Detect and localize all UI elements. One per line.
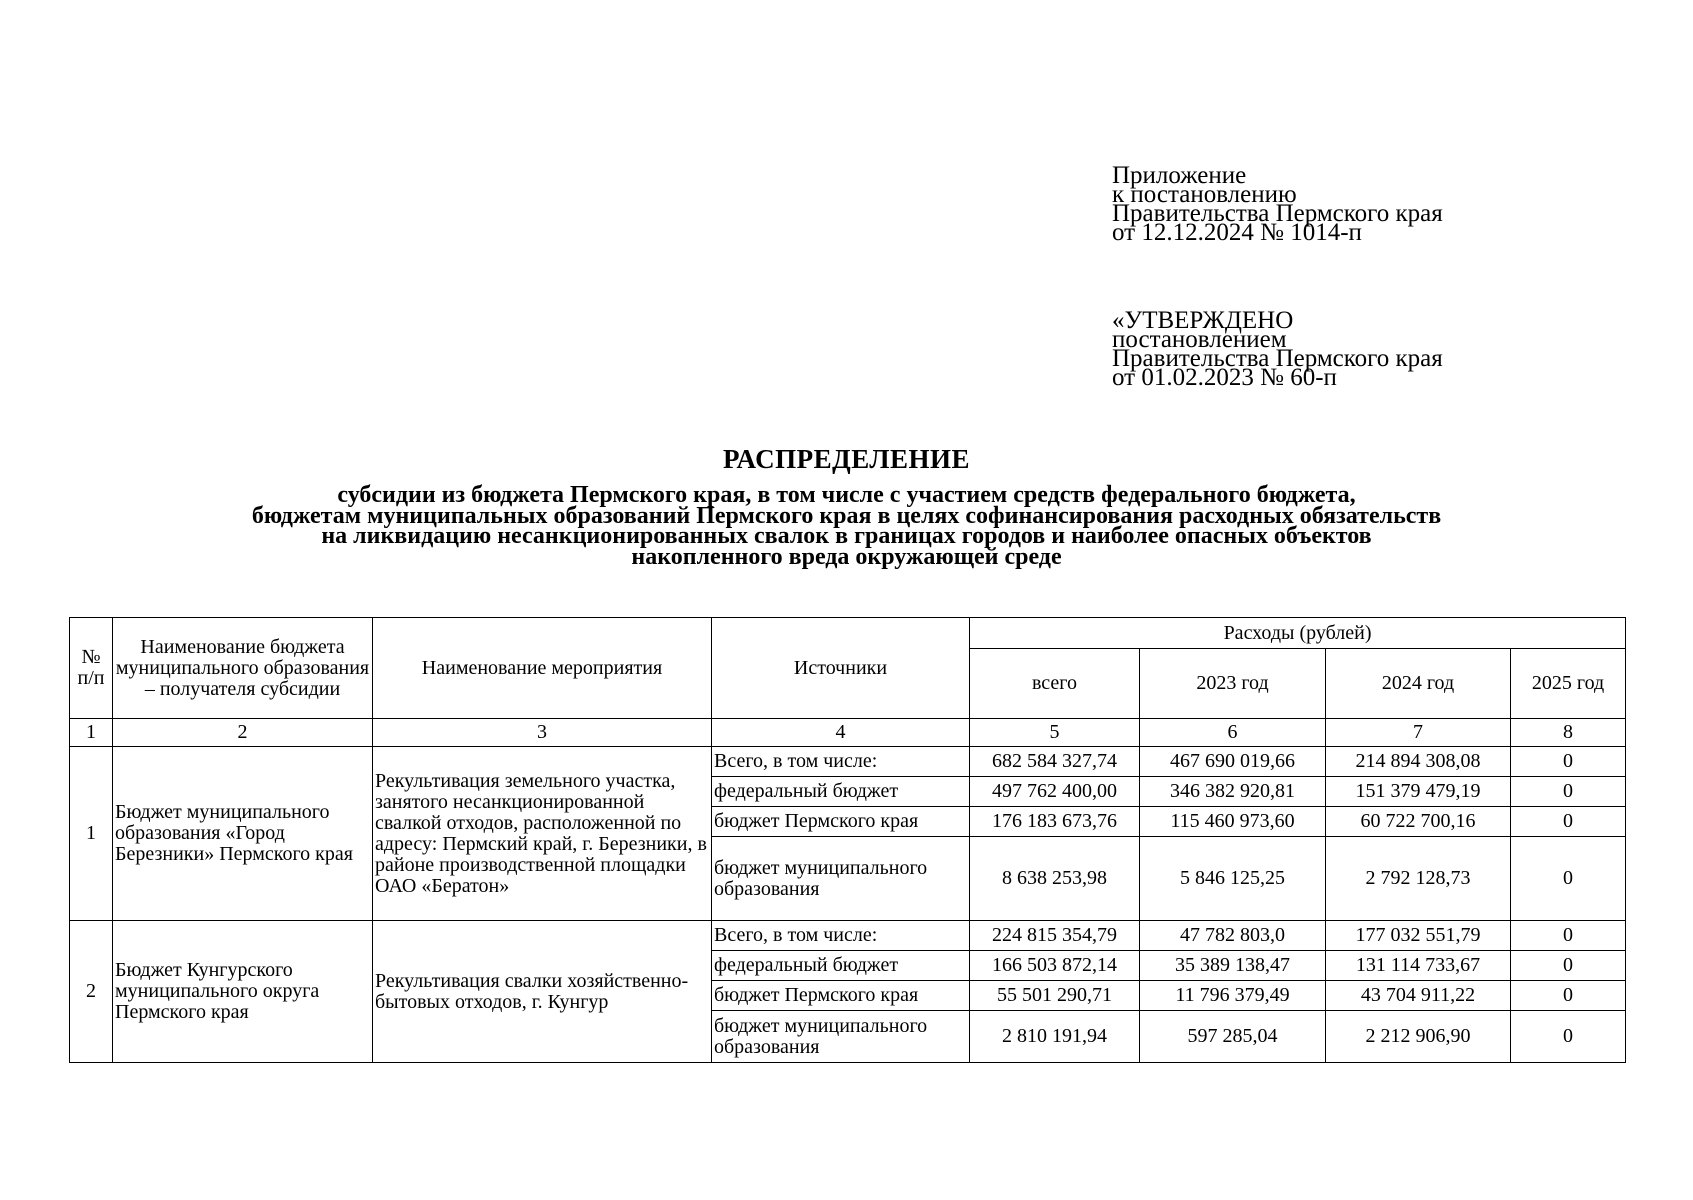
header-measure: Наименование мероприятия [373,618,712,719]
row-2025: 0 [1511,807,1626,837]
approved-line: «УТВЕРЖДЕНО [1112,307,1294,334]
header-2023: 2023 год [1140,649,1326,719]
row-2023: 346 382 920,81 [1140,777,1326,807]
appendix-line: Правительства Пермского края [1112,200,1443,227]
column-number: 1 [70,719,113,747]
header-budget: Наименование бюджета муниципального образования – получателя субсидии [113,618,373,719]
row-total: 497 762 400,00 [970,777,1140,807]
row-total: 8 638 253,98 [970,837,1140,921]
header-expenses: Расходы (рублей) [970,618,1626,649]
row-2025: 0 [1511,981,1626,1011]
row-2023: 35 389 138,47 [1140,951,1326,981]
row-2024: 177 032 551,79 [1326,921,1511,951]
document-title: РАСПРЕДЕЛЕНИЕ [722,444,971,474]
row-total: 55 501 290,71 [970,981,1140,1011]
row-2025: 0 [1511,1011,1626,1063]
subtitle-line: субсидии из бюджета Пермского края, в том числе с участием средств федерального бюджета, [337,482,1356,508]
row-source: бюджет Пермского края [712,981,970,1011]
row-2024: 151 379 479,19 [1326,777,1511,807]
row-2023: 47 782 803,0 [1140,921,1326,951]
row-budget: Бюджет муниципального образования «Город Березники» Пермского края [113,747,373,921]
row-measure: Рекультивация земельного участка, занятого несанкционированной свалкой отходов, расположенной по адресу: Пермский край, г. Березники, в районе производственной площадки ОАО «Бератон» [373,747,712,921]
document-subtitle [0,482,1693,570]
header-sources: Источники [712,618,970,719]
row-source: бюджет муниципального образования [712,837,970,921]
row-total: 224 815 354,79 [970,921,1140,951]
subtitle-line: на ликвидацию несанкционированных свалок в границах городов и наиболее опасных объектов [321,523,1372,549]
row-2025: 0 [1511,837,1626,921]
row-measure: Рекультивация свалки хозяйственно-бытовых отходов, г. Кунгур [373,921,712,1063]
row-2024: 43 704 911,22 [1326,981,1511,1011]
row-source: федеральный бюджет [712,777,970,807]
table-row [70,747,1626,777]
approved-block [1112,307,1443,391]
row-source: бюджет муниципального образования [712,1011,970,1063]
appendix-line: к постановлению [1112,181,1297,208]
row-total: 166 503 872,14 [970,951,1140,981]
approved-line: постановлением [1112,326,1287,353]
row-source: Всего, в том числе: [712,747,970,777]
row-total: 682 584 327,74 [970,747,1140,777]
row-2024: 131 114 733,67 [1326,951,1511,981]
row-2023: 597 285,04 [1140,1011,1326,1063]
row-number: 1 [70,747,113,921]
row-source: бюджет Пермского края [712,807,970,837]
subtitle-line: накопленного вреда окружающей среде [631,543,1062,570]
header-2025: 2025 год [1511,649,1626,719]
row-number: 2 [70,921,113,1063]
row-source: Всего, в том числе: [712,921,970,951]
row-2023: 467 690 019,66 [1140,747,1326,777]
row-2025: 0 [1511,951,1626,981]
row-2025: 0 [1511,777,1626,807]
column-number: 2 [113,719,373,747]
approved-line: от 01.02.2023 № 60-п [1112,364,1337,391]
column-number: 3 [373,719,712,747]
subtitle-line: бюджетам муниципальных образований Пермского края в целях софинансирования расходных обязательств [251,502,1442,529]
row-total: 176 183 673,76 [970,807,1140,837]
row-budget: Бюджет Кунгурского муниципального округа Пермского края [113,921,373,1063]
row-2024: 2 792 128,73 [1326,837,1511,921]
row-2024: 2 212 906,90 [1326,1011,1511,1063]
column-number: 6 [1140,719,1326,747]
column-number: 5 [970,719,1140,747]
column-number: 4 [712,719,970,747]
row-source: федеральный бюджет [712,951,970,981]
row-2025: 0 [1511,747,1626,777]
row-2023: 5 846 125,25 [1140,837,1326,921]
appendix-block [1112,162,1443,246]
appendix-line: от 12.12.2024 № 1014-п [1112,219,1362,246]
header-num: № п/п [70,618,113,719]
column-number: 7 [1326,719,1511,747]
approved-line: Правительства Пермского края [1112,345,1443,372]
header-2024: 2024 год [1326,649,1511,719]
row-2025: 0 [1511,921,1626,951]
row-2023: 115 460 973,60 [1140,807,1326,837]
distribution-table [69,617,1626,1063]
row-2023: 11 796 379,49 [1140,981,1326,1011]
header-total: всего [970,649,1140,719]
row-2024: 60 722 700,16 [1326,807,1511,837]
row-total: 2 810 191,94 [970,1011,1140,1063]
appendix-line: Приложение [1112,162,1247,189]
row-2024: 214 894 308,08 [1326,747,1511,777]
column-numbers-row [70,719,1626,747]
table-row [70,921,1626,951]
column-number: 8 [1511,719,1626,747]
